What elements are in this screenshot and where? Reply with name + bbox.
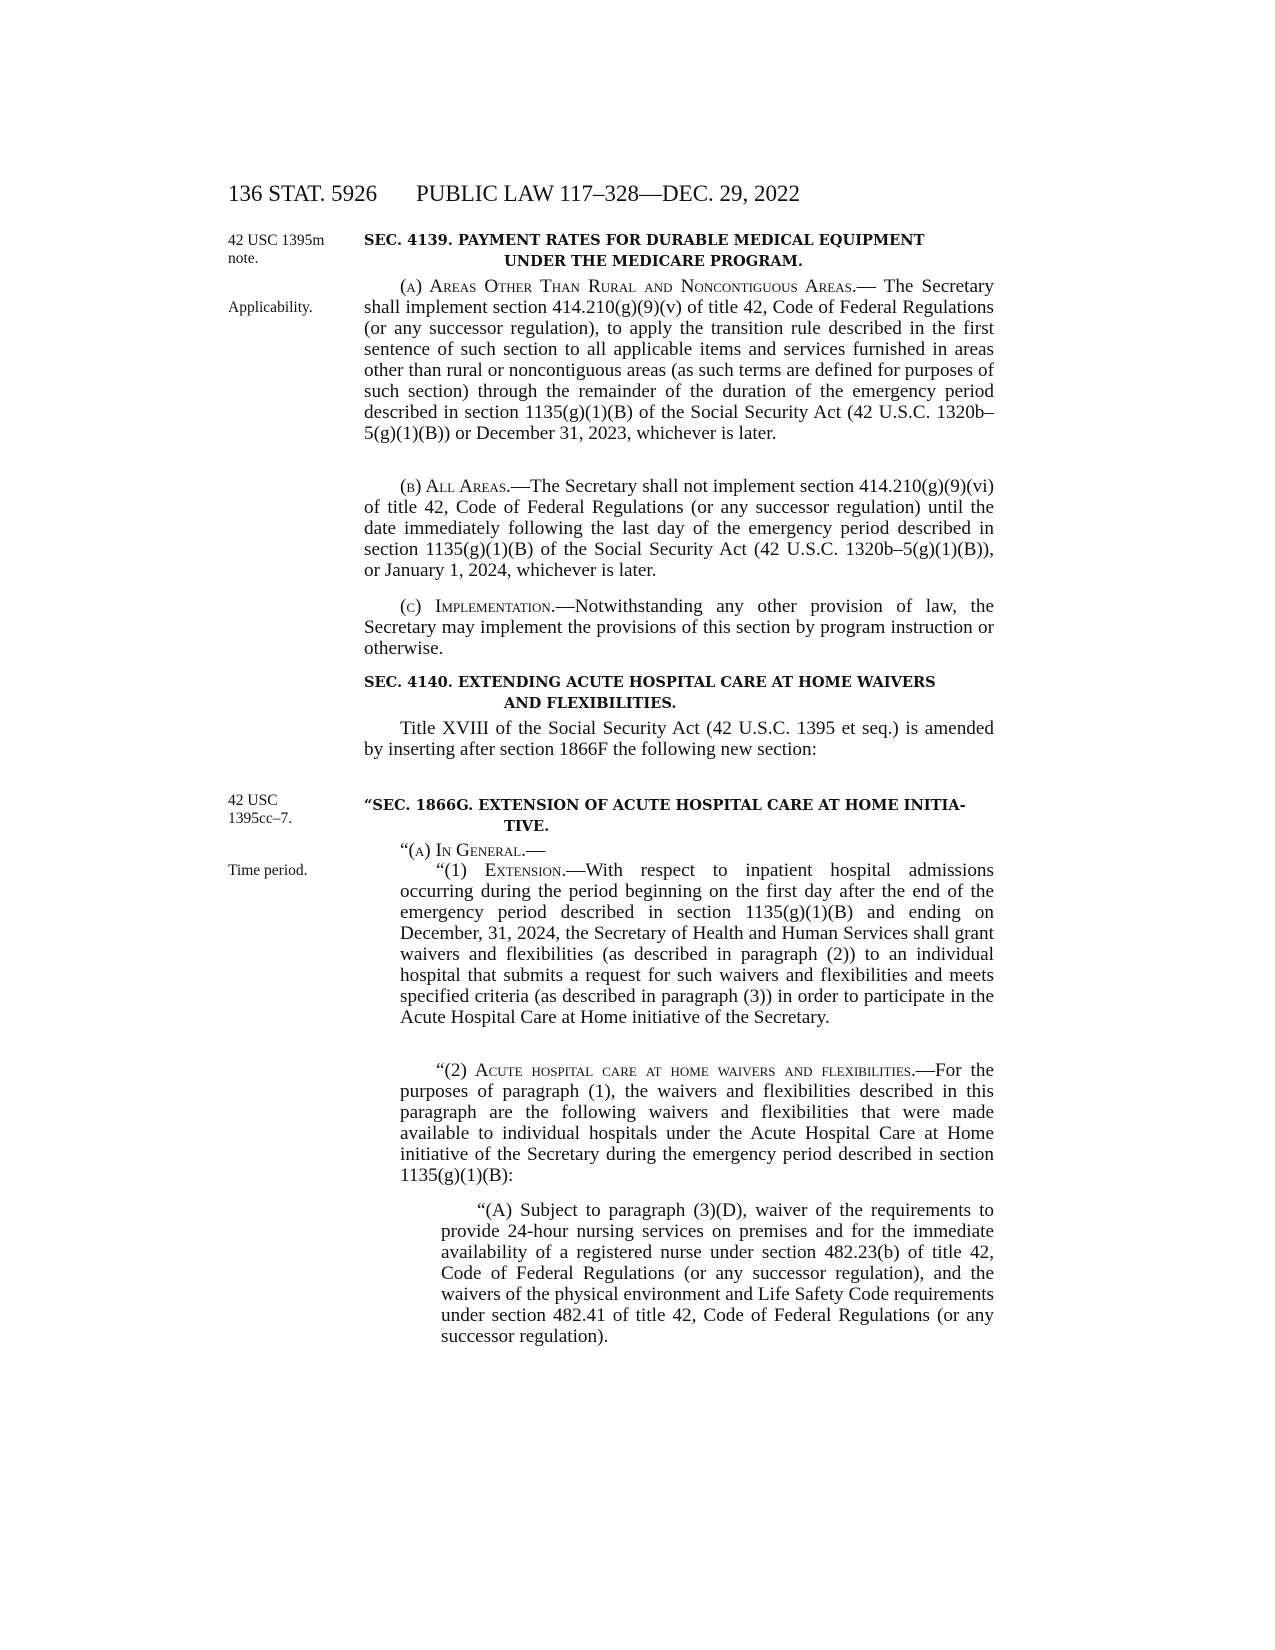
section-4139-heading-line1: SEC. 4139. PAYMENT RATES FOR DURABLE MEDICAL EQUIPMENT (364, 232, 925, 249)
margin-note-usc-1395m: 42 USC 1395m note. (228, 232, 325, 267)
paragraph-2-waivers (400, 1060, 994, 1186)
section-4139-heading-line2: UNDER THE MEDICARE PROGRAM. (504, 253, 803, 270)
running-header-title: PUBLIC LAW 117–328—DEC. 29, 2022 (416, 181, 801, 206)
section-1866g-subsection-a-heading: “(a) In General.— (400, 840, 546, 861)
section-4140-heading (364, 672, 994, 714)
section-1866g-heading-line1: “SEC. 1866G. EXTENSION OF ACUTE HOSPITAL CARE AT HOME INITIA- (364, 797, 966, 814)
subsection-c-heading: (c) Implementation.— (400, 596, 575, 617)
paragraph-1-extension (400, 860, 994, 1028)
subsection-b-text: The Secretary shall not implement section 414.210(g)(9)(vi) of title 42, Code of Federal Regulations (or any successor regulation) until the date immediately following the last day of the emergency period described in section 1135(g)(1)(B) of the Social Security Act (42 U.S.C. 1320b–5(g)(1)(B)), or January 1, 2024, whichever is later. (364, 476, 994, 581)
margin-note-applicability: Applicability. (228, 299, 313, 316)
subsection-c-text: Notwithstanding any other provision of law, the Secretary may implement the provisions of this section by program instruction or otherwise. (364, 596, 994, 659)
paragraph-1-heading: “(1) Extension.— (436, 860, 586, 881)
paragraph-2-text: For the purposes of paragraph (1), the waivers and flexibilities described in this paragraph are the following waivers and flexibilities that were made available to individual hospitals under the Acute Hospital Care at Home initiative of the Secretary during the emergency period described in section 1135(g)(1)(B): (400, 1060, 994, 1186)
subparagraph-a: “(A) Subject to paragraph (3)(D), waiver of the requirements to provide 24-hour nursing services on premises and for the immediate availability of a registered nurse under section 482.23(b) of title 42, Code of Federal Regulations (or any successor regulation), and the waivers of the physical environment and Life Safety Code requirements under section 482.41 of title 42, Code of Federal Regulations (or any successor regulation). (441, 1200, 994, 1347)
section-1866g-heading-line2: TIVE. (504, 818, 550, 835)
paragraph-2-heading: “(2) Acute hospital care at home waivers and flexibilities.— (436, 1060, 935, 1081)
page-reference: 136 STAT. 5926 (228, 181, 378, 206)
margin-note-usc-1395cc: 42 USC 1395cc–7. (228, 792, 293, 827)
section-4139-subsection-c (364, 596, 994, 659)
subsection-b-heading: (b) All Areas.— (400, 476, 531, 497)
section-4140-heading-line2: AND FLEXIBILITIES. (504, 695, 677, 712)
section-4139-subsection-a (364, 276, 994, 444)
subsection-a-text: The Secretary shall implement section 414.210(g)(9)(v) of title 42, Code of Federal Regulations (or any successor regulation), to apply the transition rule described in the first sentence of such section to all applicable items and services furnished in areas other than rural or noncontiguous areas (as such terms are defined for purposes of such section) through the remainder of the duration of the emergency period described in section 1135(g)(1)(B) of the Social Security Act (42 U.S.C. 1320b–5(g)(1)(B)) or December 31, 2023, whichever is later. (364, 276, 994, 444)
section-4139-heading (364, 230, 994, 272)
section-4140-heading-line1: SEC. 4140. EXTENDING ACUTE HOSPITAL CARE AT HOME WAIVERS (364, 674, 936, 691)
section-4139-subsection-b (364, 476, 994, 581)
subsection-a-heading: (a) Areas Other Than Rural and Noncontiguous Areas.— (400, 276, 876, 297)
section-1866g-heading (364, 795, 994, 837)
paragraph-1-text: With respect to inpatient hospital admissions occurring during the period beginning on the first day after the end of the emergency period described in section 1135(g)(1)(B) and ending on December, 31, 2024, the Secretary of Health and Human Services shall grant waivers and flexibilities (as described in paragraph (2)) to an individual hospital that submits a request for such waivers and flexibilities and meets specified criteria (as described in paragraph (3)) in order to participate in the Acute Hospital Care at Home initiative of the Secretary. (400, 860, 994, 1028)
section-4140-intro: Title XVIII of the Social Security Act (42 U.S.C. 1395 et seq.) is amended by inserting after section 1866F the following new section: (364, 718, 994, 760)
margin-note-time-period: Time period. (228, 862, 308, 879)
